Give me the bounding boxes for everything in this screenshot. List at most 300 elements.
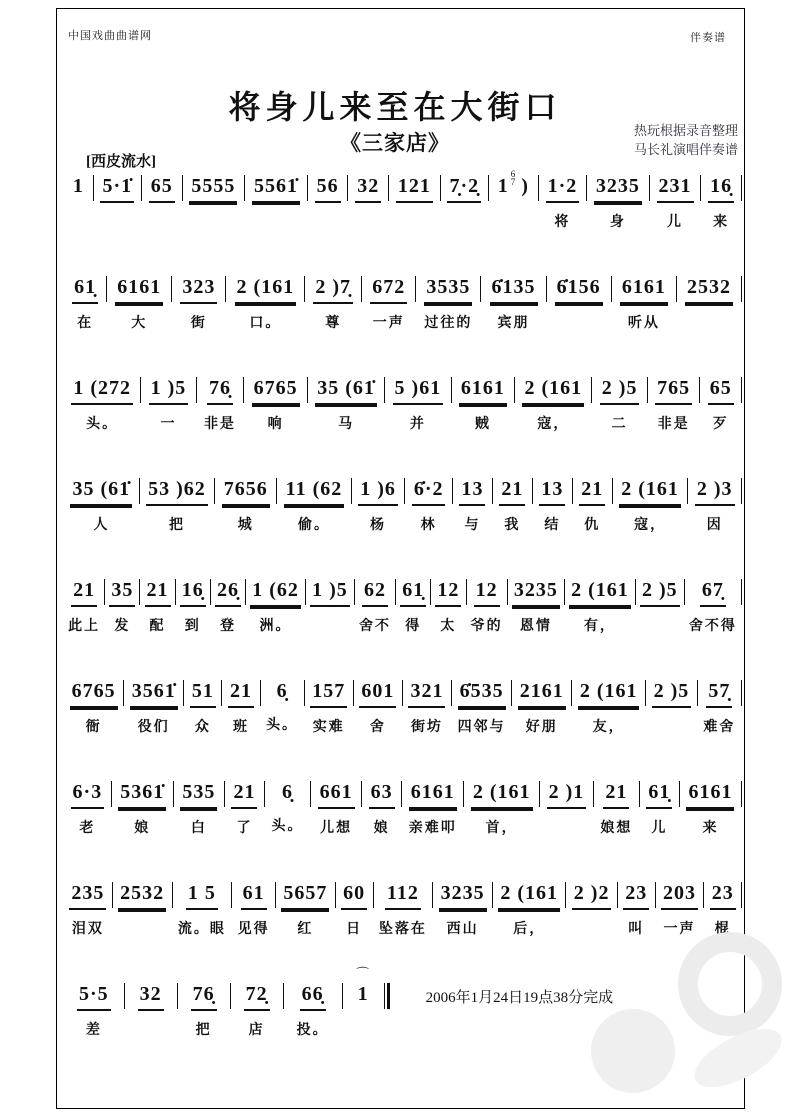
measure xyxy=(352,477,405,534)
note-group: 5561̇ xyxy=(252,174,300,203)
note-group: 2 (161 xyxy=(522,376,584,405)
measure xyxy=(433,881,492,938)
lyric-text: 友， xyxy=(592,718,625,734)
watermark-blob xyxy=(591,1009,675,1093)
note-group: 56 xyxy=(315,174,341,203)
measure xyxy=(688,477,741,534)
note-group: 121 xyxy=(396,174,433,203)
measure xyxy=(183,174,245,228)
lyric-text: 难舍 xyxy=(703,718,736,734)
measure xyxy=(142,174,182,228)
lyric-text: 舍不 xyxy=(358,617,391,633)
measure xyxy=(277,477,351,534)
note-group: 661 xyxy=(318,780,355,809)
note-group: 231 xyxy=(657,174,694,203)
measure xyxy=(431,578,465,635)
measure xyxy=(416,275,480,332)
note-group: ⌒ 1 xyxy=(356,966,371,1005)
lyric-text: 太 xyxy=(440,617,457,633)
measure xyxy=(612,275,676,332)
score-line xyxy=(64,477,742,534)
measure xyxy=(226,275,304,332)
measure xyxy=(489,169,538,226)
grace-notes: 6 7 xyxy=(510,169,516,187)
lyric-text: 贼 xyxy=(474,415,491,431)
lyric-text: 儿 xyxy=(651,819,668,835)
barline xyxy=(741,680,742,706)
note-group: 21 xyxy=(228,679,254,708)
lyric-text: 仇 xyxy=(584,516,601,532)
lyric-text: 红 xyxy=(297,920,314,936)
credit-line-1: 热玩根据录音整理 xyxy=(633,123,738,138)
lyric-text: 大 xyxy=(131,314,148,330)
lyric-text: 棍 xyxy=(714,920,731,936)
note-group: 21 xyxy=(231,780,257,809)
measure xyxy=(276,881,335,938)
measure xyxy=(680,780,741,837)
barline xyxy=(741,478,742,504)
lyric-text: 尊 xyxy=(325,314,342,330)
lyric-text: 响 xyxy=(267,415,284,431)
score-line xyxy=(64,679,742,736)
note-group: 13 xyxy=(539,477,565,506)
barline xyxy=(741,175,742,201)
lyric-text: 四邻与 xyxy=(457,718,506,734)
lyric-text: 日 xyxy=(346,920,363,936)
note-group: 23 xyxy=(710,881,736,910)
lyric-text: 将 xyxy=(554,213,571,229)
note-group: 13 xyxy=(459,477,485,506)
note-group: 3535 xyxy=(424,275,472,304)
note-group: 66̣ xyxy=(300,982,326,1011)
note-group: 63 xyxy=(369,780,395,809)
score-line xyxy=(64,376,742,433)
measure xyxy=(64,578,104,635)
watermark-logo xyxy=(585,930,790,1105)
lyric-text: 店 xyxy=(248,1021,265,1037)
note-group: 61̣ xyxy=(400,578,426,607)
note-group: 62 xyxy=(362,578,388,607)
measure xyxy=(336,881,373,938)
lyric-text: 林 xyxy=(420,516,437,532)
lyric-text: 我 xyxy=(504,516,521,532)
measure xyxy=(677,275,741,329)
lyric-text: 在 xyxy=(77,314,94,330)
measure xyxy=(594,780,639,837)
measure xyxy=(402,780,463,837)
note-group: 2 (161 xyxy=(498,881,560,910)
measure xyxy=(246,578,305,635)
measure xyxy=(232,881,275,938)
measure xyxy=(94,174,141,228)
note-group: 23 xyxy=(623,881,649,910)
credits-block xyxy=(634,121,738,159)
note-group: 203 xyxy=(661,881,698,910)
lyric-text: 娘想 xyxy=(600,819,633,835)
measure xyxy=(64,275,106,332)
lyric-text: 坠落在 xyxy=(378,920,427,936)
lyric-text: 娘 xyxy=(134,819,151,835)
lyric-text: 登 xyxy=(219,617,236,633)
note-group: 6161 xyxy=(409,780,457,809)
lyric-text: 人 xyxy=(93,516,110,532)
note-group: 16̣ xyxy=(708,174,734,203)
lyric-text: 差 xyxy=(85,1021,102,1037)
note-group: 2 )5 xyxy=(652,679,692,708)
mode-label: [西皮流水] xyxy=(86,154,156,170)
lyric-text: 众 xyxy=(194,718,211,734)
measure xyxy=(565,578,635,635)
fermata-icon: ⌒ xyxy=(356,966,371,981)
lyric-text: 娘 xyxy=(373,819,390,835)
lyric-text: 配 xyxy=(149,617,166,633)
note-group: 6161 xyxy=(620,275,668,304)
lyric-text: 叫 xyxy=(628,920,645,936)
measure xyxy=(453,477,492,534)
measure xyxy=(389,174,440,228)
lyric-text: 因 xyxy=(706,516,723,532)
note-group: 21 xyxy=(499,477,525,506)
note-group: 2 (161 xyxy=(619,477,681,506)
note-group: 2 )5 xyxy=(600,376,640,405)
measure xyxy=(539,174,586,231)
lyric-text: 寇， xyxy=(537,415,570,431)
lyric-text: 西山 xyxy=(446,920,479,936)
note-group: 1 xyxy=(72,175,84,197)
measure xyxy=(396,578,430,635)
measure xyxy=(700,376,741,433)
measure xyxy=(698,679,741,736)
note-group: 7̣·2̣ xyxy=(447,174,481,203)
note-group: 6161 xyxy=(686,780,734,809)
lyric-text: 衙 xyxy=(85,718,102,734)
lyric-text: 二 xyxy=(611,415,628,431)
note-group: 16̣ xyxy=(180,578,206,607)
measure xyxy=(140,578,174,635)
lyric-text: 头。 xyxy=(266,716,299,732)
measure xyxy=(405,477,452,534)
measure xyxy=(646,679,697,733)
measure xyxy=(197,376,244,433)
note-group: 35 (61̇ xyxy=(315,376,377,405)
lyric-text: 有， xyxy=(583,617,616,633)
completion-note: 2006年1月24日19点38分完成 xyxy=(425,990,614,1006)
measure xyxy=(355,578,395,635)
measure xyxy=(572,679,645,736)
lyric-text: 儿想 xyxy=(320,819,353,835)
measure xyxy=(374,881,433,938)
note-group: 6̇535 xyxy=(458,679,506,708)
measure xyxy=(508,578,564,635)
note-group: 7656 xyxy=(222,477,270,506)
lyric-text: 非是 xyxy=(203,415,236,431)
score-line xyxy=(64,275,742,332)
lyric-text: 投。 xyxy=(296,1021,329,1037)
measure xyxy=(64,982,124,1039)
barline xyxy=(741,276,742,302)
measure xyxy=(105,578,139,635)
note-group: 672 xyxy=(370,275,407,304)
measure xyxy=(245,174,307,228)
measure xyxy=(493,477,532,534)
watermark-ring xyxy=(678,932,782,1036)
lyric-text: 得 xyxy=(405,617,422,633)
measure xyxy=(231,982,283,1039)
measure xyxy=(172,275,225,332)
note-group: 2 (161 xyxy=(471,780,533,809)
note-group: 21 xyxy=(579,477,605,506)
score-type-label: 伴奏谱 xyxy=(690,32,726,44)
opera-name: 《三家店》 xyxy=(340,131,450,155)
barline xyxy=(741,882,742,908)
lyric-text: 发 xyxy=(114,617,131,633)
measure xyxy=(403,679,451,736)
lyric-text: 来 xyxy=(713,213,730,229)
note-group: 61 xyxy=(241,881,267,910)
note-group: 61̣ xyxy=(646,780,672,809)
note-group: 53 )62 xyxy=(146,477,208,506)
measure xyxy=(481,275,545,332)
measure xyxy=(613,477,688,534)
note-group: 76̣ xyxy=(207,376,233,405)
measure xyxy=(343,966,384,1034)
note-group: 1 (62 xyxy=(250,578,301,607)
note-group: 6̣ xyxy=(276,680,288,702)
measure xyxy=(113,881,172,935)
note-group: 321 xyxy=(408,679,445,708)
lyric-text: 与 xyxy=(464,516,481,532)
note-group: 12 xyxy=(474,578,500,607)
lyric-text: 一声 xyxy=(663,920,696,936)
note-group: 5·5 xyxy=(77,982,111,1011)
lyric-text: 杨 xyxy=(370,516,387,532)
measure xyxy=(306,578,354,632)
measure xyxy=(244,376,307,433)
measure xyxy=(308,376,384,433)
measure xyxy=(222,679,259,736)
measure xyxy=(64,174,93,226)
lyric-text: 口。 xyxy=(249,314,282,330)
note-group: 112 xyxy=(385,881,421,910)
measure xyxy=(640,780,679,837)
note-group: 323 xyxy=(180,275,217,304)
lyric-text: 非是 xyxy=(657,415,690,431)
measure xyxy=(141,376,195,433)
lyric-text: 结 xyxy=(544,516,561,532)
score-line xyxy=(64,578,742,635)
page-title: 将身儿来至在大街口 xyxy=(228,89,562,125)
note-group: 5555 xyxy=(189,174,237,203)
note-group: 2 )7̣ xyxy=(313,275,353,304)
lyric-text: 爷的 xyxy=(470,617,503,633)
note-group: 76̣ xyxy=(191,982,217,1011)
lyric-text: 马 xyxy=(338,415,355,431)
note-group: 72̣ xyxy=(244,982,270,1011)
note-group: 2 )3 xyxy=(695,477,735,506)
note-group: 5361̇ xyxy=(118,780,166,809)
measure xyxy=(308,174,348,228)
note-group: 6765 xyxy=(70,679,118,708)
measure xyxy=(178,982,230,1039)
note-group: 3235 xyxy=(439,881,487,910)
lyric-text: 过往的 xyxy=(424,314,473,330)
measure xyxy=(685,578,741,635)
measure xyxy=(112,780,173,837)
lyric-text: 亲难叩 xyxy=(408,819,457,835)
measure xyxy=(362,780,401,837)
lyric-text: 身 xyxy=(609,213,626,229)
measure xyxy=(566,881,616,935)
note-group: 6765 xyxy=(252,376,300,405)
lyric-text: 首， xyxy=(485,819,518,835)
measure xyxy=(64,376,140,433)
lyric-text: 一 xyxy=(160,415,177,431)
lyric-text: 头。 xyxy=(271,817,304,833)
measure xyxy=(573,477,612,534)
note-group: 1 5 xyxy=(186,881,218,910)
lyric-text: 流。眼 xyxy=(177,920,226,936)
measure xyxy=(225,780,264,837)
lyric-text: 班 xyxy=(232,718,249,734)
note-group: 2 )1 xyxy=(547,780,587,809)
note-group: 6̣ xyxy=(282,781,294,803)
note-group: 2 (161 xyxy=(569,578,631,607)
measure xyxy=(348,174,388,228)
note-group: 65 xyxy=(708,376,734,405)
note-group: 157 xyxy=(310,679,347,708)
note-group: 2 (161 xyxy=(578,679,640,708)
lyric-text: 泪双 xyxy=(71,920,104,936)
note-group: 1 )5 xyxy=(310,578,350,607)
measure xyxy=(441,174,488,228)
note-group: 601 xyxy=(359,679,396,708)
credit-line-2: 马长礼演唱伴奏谱 xyxy=(633,142,738,157)
note-group: 535 xyxy=(180,780,217,809)
note-group: 6̇135 xyxy=(490,275,538,304)
measure xyxy=(305,275,361,332)
note-group: 51 xyxy=(190,679,216,708)
measure xyxy=(701,174,741,231)
note-group: 6161 xyxy=(459,376,507,405)
lyric-text: 来 xyxy=(702,819,719,835)
measure xyxy=(452,679,511,736)
measure xyxy=(64,780,111,837)
measure xyxy=(547,275,611,329)
lyric-text: 偷。 xyxy=(297,516,330,532)
measure xyxy=(215,477,276,534)
note-group: 67̣ xyxy=(700,578,726,607)
note-group: 1 (272 xyxy=(71,376,133,405)
barline xyxy=(741,377,742,403)
lyric-text: 后， xyxy=(513,920,546,936)
note-group: 61̣ xyxy=(72,275,98,304)
lyric-text: 此上 xyxy=(68,617,101,633)
lyric-text: 街坊 xyxy=(410,718,443,734)
measure xyxy=(464,780,539,837)
lyric-text: 头。 xyxy=(86,415,119,431)
measure xyxy=(592,376,646,433)
measure xyxy=(305,679,353,736)
lyric-text: 白 xyxy=(190,819,207,835)
measure xyxy=(64,881,112,938)
lyric-text: 役们 xyxy=(137,718,170,734)
note-group: 2161 xyxy=(518,679,566,708)
note-group: 5·1̇ xyxy=(100,174,134,203)
measure xyxy=(493,881,565,938)
measure xyxy=(362,275,415,332)
lyric-text: 实难 xyxy=(312,718,345,734)
lyric-text: 把 xyxy=(195,1021,212,1037)
lyric-text: 了 xyxy=(236,819,253,835)
measure xyxy=(125,982,177,1036)
measure xyxy=(533,477,572,534)
measure xyxy=(64,477,139,534)
score-line xyxy=(64,169,742,231)
measure xyxy=(211,578,245,635)
note-group: 57̣ xyxy=(706,679,732,708)
note-group: 235 xyxy=(69,881,106,910)
note-group: 21 xyxy=(603,780,629,809)
measure xyxy=(107,275,171,332)
measure xyxy=(64,679,123,736)
measure xyxy=(452,376,515,433)
note-group: 3561̇ xyxy=(130,679,178,708)
note-group: 21 xyxy=(71,578,97,607)
measure xyxy=(311,780,361,837)
lyric-text: 儿 xyxy=(667,213,683,229)
note-group: 3235 xyxy=(594,174,642,203)
lyric-text: 见得 xyxy=(237,920,270,936)
lyric-text: 好朋 xyxy=(525,718,558,734)
barline xyxy=(741,781,742,807)
note-group: 3235 xyxy=(512,578,560,607)
note-group: 6̇156 xyxy=(555,275,603,304)
measure xyxy=(650,174,701,231)
measure xyxy=(587,174,649,231)
note-group: 2 )5 xyxy=(640,578,680,607)
note-group: 65 xyxy=(149,174,175,203)
lyric-text: 舍 xyxy=(369,718,386,734)
note-group: 6161 xyxy=(115,275,163,304)
measure xyxy=(512,679,571,736)
note-group: 32 xyxy=(355,174,381,203)
measure xyxy=(124,679,183,736)
note-group: 21 xyxy=(145,578,171,607)
measure xyxy=(265,780,310,835)
measure xyxy=(385,376,450,433)
note-group: 5 )61 xyxy=(393,376,444,405)
lyric-text: 舍不得 xyxy=(688,617,737,633)
lyric-text: 一声 xyxy=(372,314,405,330)
lyric-text: 街 xyxy=(190,314,207,330)
lyric-text: 洲。 xyxy=(259,617,292,633)
lyric-text: 恩情 xyxy=(519,617,552,633)
measure xyxy=(184,679,221,736)
note-group: 2 )2 xyxy=(572,881,612,910)
measure xyxy=(176,578,210,635)
note-group: 1·2 xyxy=(546,174,580,203)
lyric-text: 歹 xyxy=(712,415,729,431)
lyric-text: 老 xyxy=(79,819,96,835)
score-line xyxy=(64,780,742,837)
note-group: 6·3 xyxy=(71,780,105,809)
note-group: 1 )6 xyxy=(358,477,398,506)
note-group: 2532 xyxy=(118,881,166,910)
note-group: 2 (161 xyxy=(235,275,297,304)
lyric-text: 听从 xyxy=(627,314,660,330)
note-group: 5657 xyxy=(281,881,329,910)
measure xyxy=(261,679,304,734)
